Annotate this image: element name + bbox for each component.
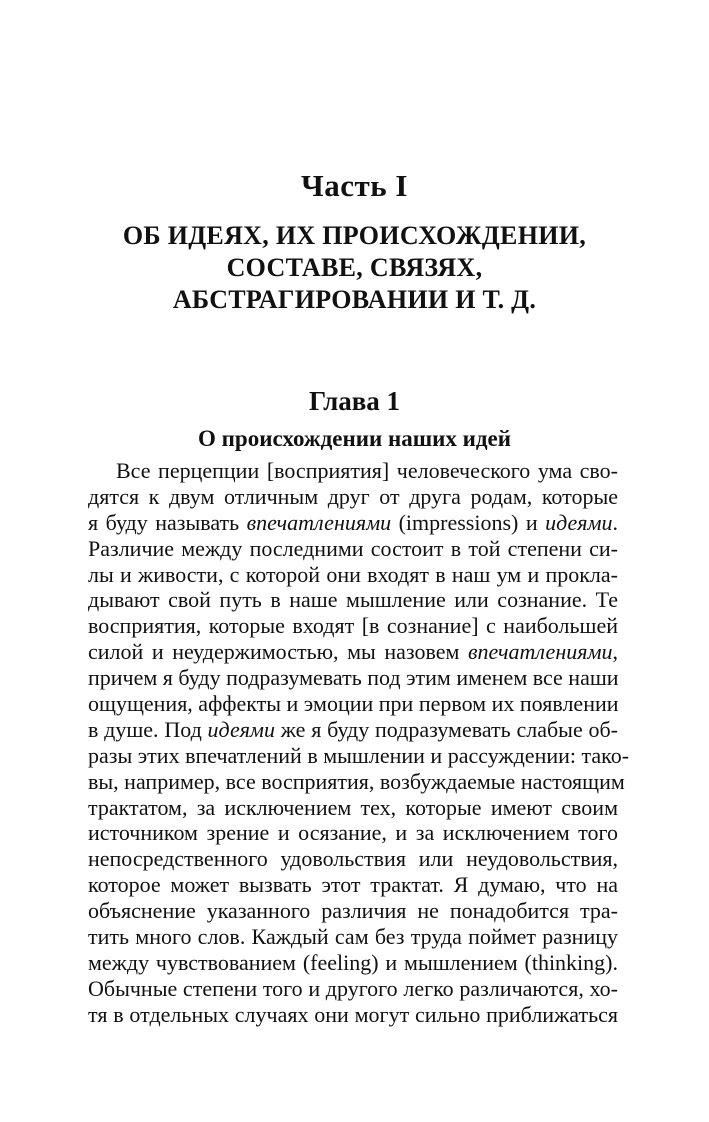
text-line	[88, 846, 618, 872]
text-run: Все перцепции [восприятия] человеческого ума сво-	[116, 458, 618, 483]
text-line	[88, 795, 618, 821]
text-run: силой и неудержимостью, мы назовем	[88, 639, 468, 665]
chapter-subtitle: О происхождении наших идей	[198, 426, 511, 451]
text-run: я буду называть	[88, 509, 247, 535]
text-run: .	[612, 509, 618, 535]
chapter-title: Глава 1	[308, 386, 401, 416]
text-run: Обычные степени того и другого легко различаются, хо-	[88, 975, 618, 1001]
part-subtitle	[0, 220, 709, 316]
text-line	[88, 742, 630, 769]
text-run: ,	[612, 639, 618, 665]
text-line	[88, 613, 618, 639]
text-line	[88, 665, 618, 691]
text-line	[88, 872, 618, 898]
text-run: дятся к двум отличным друг от друга родам, которые	[88, 483, 618, 509]
text-run: тя в отдельных случаях они могут сильно приближаться	[88, 1001, 618, 1027]
text-run: Различие между последними состоит в той степени си-	[88, 535, 618, 561]
text-run: тить много слов. Каждый сам без труда поймет разницу	[88, 924, 618, 950]
text-line	[88, 691, 618, 717]
part-title: Часть I	[301, 168, 408, 203]
text-line	[88, 458, 618, 484]
text-run: лы и живости, с которой они входят в наш ум и прокла-	[88, 561, 618, 587]
text-run: дывают свой путь в наше мышление или сознание. Те	[88, 587, 618, 613]
text-line	[88, 536, 618, 562]
part-subtitle-line: АБСТРАГИРОВАНИИ И Т. Д.	[172, 285, 537, 314]
text-line	[88, 976, 618, 1002]
part-subtitle-line: ОБ ИДЕЯХ, ИХ ПРОИСХОЖДЕНИИ,	[122, 221, 587, 250]
text-line	[88, 950, 618, 976]
text-run: восприятия, которые входят [в сознание] с наибольшей	[88, 613, 618, 639]
text-run: непосредственного удовольствия или неудовольствия,	[88, 846, 618, 872]
text-line	[88, 1002, 618, 1028]
text-run: источником зрение и осязание, и за исключением того	[88, 820, 618, 846]
emphasized-term: идеями	[545, 509, 613, 535]
emphasized-term: впечатлениями	[246, 509, 392, 535]
text-line	[88, 562, 618, 588]
emphasized-term: впечатлениями	[468, 639, 613, 665]
text-run: которое может вызвать этот трактат. Я думаю, что на	[88, 872, 618, 898]
text-line	[88, 898, 618, 924]
text-run: между чувствованием (feeling) и мышлением (thinking).	[88, 949, 618, 975]
text-run: причем я буду подразумевать под этим именем все наши	[88, 665, 619, 691]
text-run: трактатом, за исключением тех, которые имеют своим	[88, 794, 618, 820]
text-line	[88, 587, 618, 613]
text-run: ощущения, аффекты и эмоции при первом их появлении	[88, 691, 619, 717]
body-paragraph	[88, 458, 630, 1028]
text-run: разы этих впечатлений в мышлении и рассуждении: тако-	[88, 742, 630, 768]
text-line	[88, 768, 625, 795]
part-subtitle-line: СОСТАВЕ, СВЯЗЯХ,	[226, 253, 483, 282]
text-run: в душе. Под	[88, 716, 208, 742]
emphasized-term: идеями	[207, 716, 275, 742]
text-line	[88, 820, 618, 846]
text-run: вы, например, все восприятия, возбуждаемые настоящим	[88, 768, 625, 794]
text-line	[88, 510, 618, 536]
text-line	[88, 717, 618, 743]
text-run: же я буду подразумевать слабые об-	[274, 716, 618, 742]
text-line	[88, 639, 618, 665]
text-run: (impressions) и	[391, 509, 546, 535]
text-run: объяснение указанного различия не понадобится тра-	[88, 898, 618, 924]
text-line	[88, 924, 618, 950]
text-line	[88, 484, 618, 510]
